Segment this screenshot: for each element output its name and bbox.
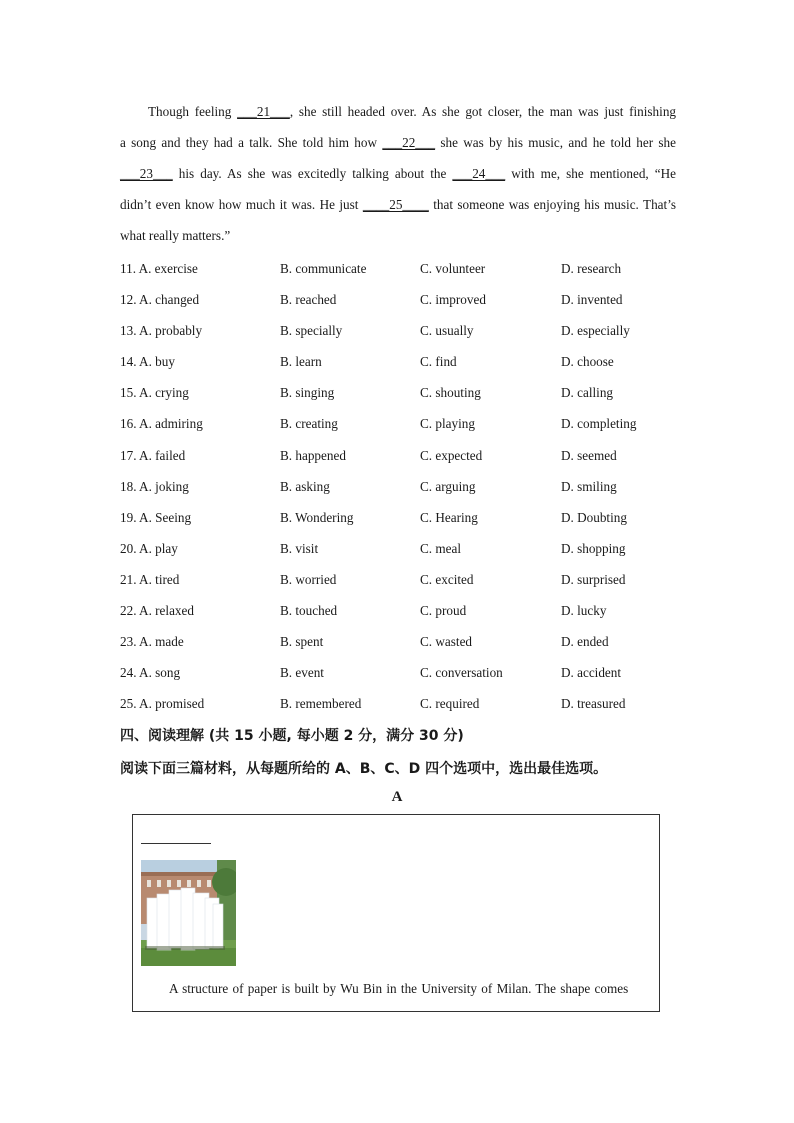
question-row-17: [120, 440, 680, 471]
option-a: 24. A. song: [120, 665, 181, 681]
option-a: 23. A. made: [120, 634, 184, 650]
question-options-list: [120, 253, 680, 719]
option-a: 15. A. crying: [120, 385, 189, 401]
option-d: D. especially: [561, 323, 630, 339]
question-row-24: [120, 657, 680, 688]
option-d: D. accident: [561, 665, 622, 681]
option-c: C. usually: [420, 323, 474, 339]
option-d: D. shopping: [561, 540, 626, 556]
question-row-15: [120, 377, 680, 408]
question-row-19: [120, 502, 680, 533]
passage-a-box: [132, 814, 660, 1012]
passage-line: didn’t even know how much it was. He just ____25____ that someone was enjoying his music. That’s: [120, 197, 676, 212]
option-b: B. happened: [280, 447, 346, 463]
option-b: B. Wondering: [280, 509, 354, 525]
option-b: B. remembered: [280, 696, 362, 712]
option-c: C. volunteer: [420, 261, 486, 276]
option-b: B. touched: [280, 603, 338, 619]
option-a: 16. A. admiring: [120, 416, 203, 432]
divider: [141, 843, 211, 844]
question-row-21: [120, 564, 680, 595]
option-c: C. meal: [420, 540, 462, 556]
blank-23: ___23___: [120, 166, 173, 181]
option-c: C. shouting: [420, 385, 481, 401]
option-a: 21. A. tired: [120, 571, 180, 587]
option-a: 12. A. changed: [120, 292, 200, 308]
option-a: 14. A. buy: [120, 354, 175, 370]
option-d: D. choose: [561, 354, 614, 370]
option-c: C. wasted: [420, 634, 473, 650]
question-row-14: [120, 346, 680, 377]
option-a: 17. A. failed: [120, 447, 186, 463]
question-row-11: [120, 253, 680, 284]
option-c: C. expected: [420, 447, 483, 463]
question-row-25: [120, 688, 680, 719]
option-c: C. arguing: [420, 478, 476, 494]
option-a: 13. A. probably: [120, 323, 203, 339]
passage-line: ___23___ his day. As she was excitedly talking about the ___24___ with me, she mentioned, “He: [120, 166, 676, 181]
passage-a-first-line: A structure of paper is built by Wu Bin in the University of Milan. The shape comes: [169, 981, 629, 996]
option-c: C. excited: [420, 571, 474, 587]
question-row-12: [120, 284, 680, 315]
question-row-18: [120, 471, 680, 502]
question-row-22: [120, 595, 680, 626]
passage-letter: A: [391, 789, 403, 805]
option-b: B. asking: [280, 478, 330, 494]
option-c: C. required: [420, 696, 480, 712]
passage-line: what really matters.”: [120, 228, 231, 243]
option-c: C. improved: [420, 292, 486, 308]
option-d: D. calling: [561, 385, 614, 401]
option-d: D. lucky: [561, 603, 607, 619]
option-c: C. find: [420, 354, 457, 370]
option-d: D. Doubting: [561, 509, 627, 525]
option-b: B. singing: [280, 385, 335, 401]
option-d: D. surprised: [561, 571, 626, 587]
option-d: D. completing: [561, 416, 637, 432]
blank-22: ___22___: [382, 135, 436, 150]
passage-line: a song and they had a talk. She told him how ___22___ she was by his music, and he told her she: [120, 135, 676, 150]
option-a: 11. A. exercise: [120, 261, 198, 276]
option-b: B. communicate: [280, 261, 367, 276]
option-d: D. research: [561, 261, 622, 276]
option-a: 25. A. promised: [120, 696, 205, 712]
option-d: D. smiling: [561, 478, 617, 494]
option-b: B. specially: [280, 323, 343, 339]
option-c: C. conversation: [420, 665, 503, 681]
question-row-16: [120, 408, 680, 439]
blank-24: ___24___: [452, 166, 506, 181]
paper-structure-photo: [141, 860, 236, 966]
option-b: B. worried: [280, 571, 337, 587]
option-d: D. invented: [561, 292, 623, 308]
option-a: 18. A. joking: [120, 478, 189, 494]
option-b: B. spent: [280, 634, 324, 650]
blank-25: ____25____: [362, 197, 429, 212]
question-row-20: [120, 533, 680, 564]
option-b: B. creating: [280, 416, 338, 432]
section-heading: 四、阅读理解 (共 15 小题, 每小题 2 分，满分 30 分): [120, 728, 464, 744]
option-b: B. learn: [280, 354, 322, 370]
option-c: C. playing: [420, 416, 475, 432]
question-row-23: [120, 626, 680, 657]
option-a: 22. A. relaxed: [120, 603, 194, 619]
passage-line: Though feeling ___21___, she still headed over. As she got closer, the man was just finishing: [148, 104, 677, 119]
option-b: B. event: [280, 665, 324, 681]
option-d: D. seemed: [561, 447, 617, 463]
cloze-passage: [120, 96, 676, 251]
option-a: 19. A. Seeing: [120, 509, 192, 525]
section-instruction: 阅读下面三篇材料，从每题所给的 A、B、C、D 四个选项中，选出最佳选项。: [120, 761, 608, 777]
option-c: C. proud: [420, 603, 467, 619]
option-c: C. Hearing: [420, 509, 478, 525]
blank-21: ___21___: [237, 104, 290, 119]
option-d: D. ended: [561, 634, 609, 650]
option-b: B. reached: [280, 292, 337, 308]
question-row-13: [120, 315, 680, 346]
option-d: D. treasured: [561, 696, 626, 712]
option-a: 20. A. play: [120, 540, 178, 556]
option-b: B. visit: [280, 540, 319, 556]
